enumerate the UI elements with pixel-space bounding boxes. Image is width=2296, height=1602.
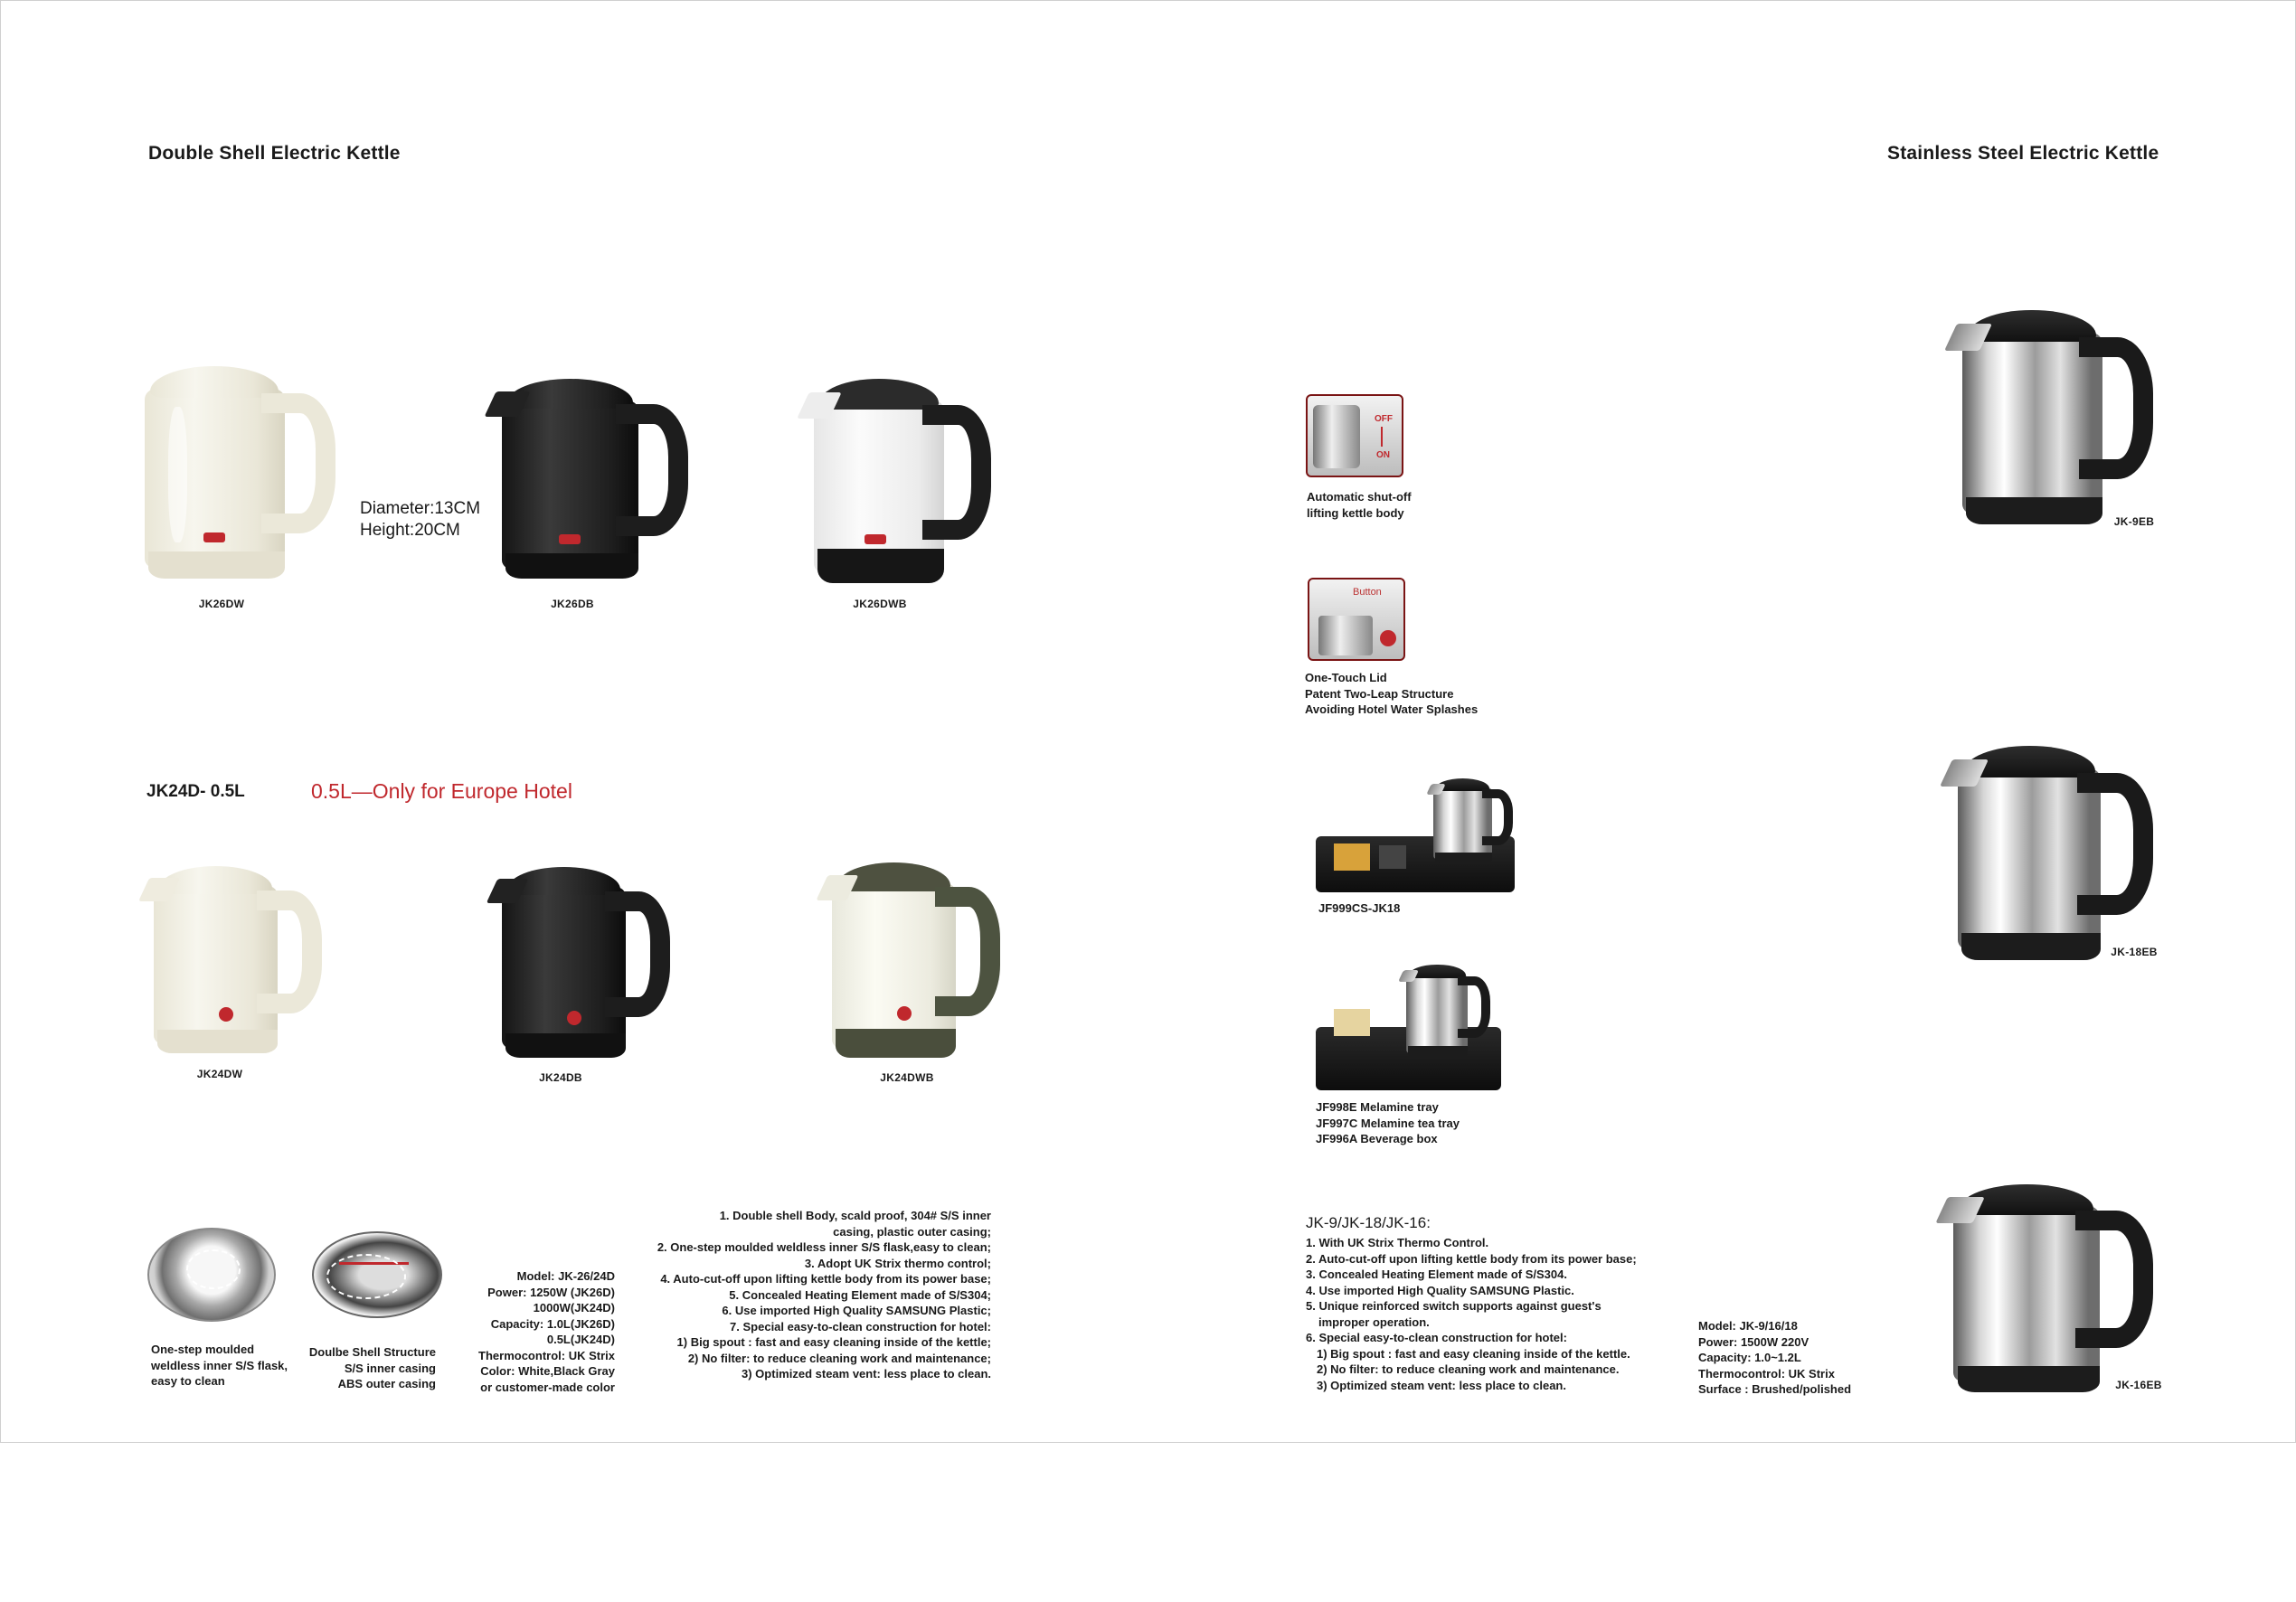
model-label-jk26dwb: JK26DWB: [853, 598, 907, 610]
model-label-jk24dw: JK24DW: [196, 1068, 243, 1080]
inner-flask-icon: [147, 1228, 276, 1322]
kettle-jk-16eb: [1953, 1171, 2157, 1392]
right-feature-list: 1. With UK Strix Thermo Control. 2. Auto-cut-off upon lifting kettle body from its power base; 3. Concealed Heating Element made of S/S304. 4. Use imported High Quality SAMSUNG Plastic. 5. Unique reinforced switch supports against guest's improper operation. 6. Special easy-to-clean construction for hotel: 1) Big spout : fast and easy cleaning inside of the kettle. 2) No filter: to reduce cleaning work and maintenance. 3) Optimized steam vent: less place to clean.: [1306, 1236, 1637, 1392]
kettle-jk-9eb: [1962, 297, 2157, 524]
section2-note: 0.5L—Only for Europe Hotel: [311, 779, 572, 803]
tray1-caption: JF999CS-JK18: [1318, 901, 1401, 915]
lid-caption: One-Touch Lid Patent Two-Leap Structure Avoiding Hotel Water Splashes: [1305, 671, 1479, 716]
section2-title: JK24D- 0.5L: [146, 782, 245, 801]
model-label-jk26dw: JK26DW: [198, 598, 245, 610]
kettle-jk24db: [502, 854, 674, 1058]
model-label-jk-9eb: JK-9EB: [2113, 515, 2155, 528]
shutoff-caption: Automatic shut-off lifting kettle body: [1307, 490, 1412, 520]
tray-set-jf998e: [1316, 958, 1506, 1094]
tray2-caption: JF998E Melamine tray JF997C Melamine tea tray JF996A Beverage box: [1316, 1100, 1460, 1145]
right-page-title: Stainless Steel Electric Kettle: [1887, 143, 2159, 164]
kettle-jk24dwb: [832, 850, 1004, 1058]
tray-set-jf999cs: [1316, 773, 1519, 900]
dimensions-text: [360, 498, 480, 542]
feature1-caption: One-step moulded weldless inner S/S flask, easy to clean: [151, 1343, 288, 1388]
series-title: JK-9/JK-18/JK-16:: [1306, 1214, 1431, 1231]
lid-feature-image: [1308, 578, 1405, 661]
kettle-jk26dw: [145, 353, 339, 579]
kettle-jk24dw: [154, 854, 326, 1053]
left-specs: Model: JK-26/24D Power: 1250W (JK26D) 1000W(JK24D) Capacity: 1.0L(JK26D) 0.5L(JK24D) Thermocontrol: UK Strix Color: White,Black Gray or customer-made color: [478, 1269, 615, 1394]
model-label-jk24dwb: JK24DWB: [880, 1071, 934, 1084]
left-page-title: Double Shell Electric Kettle: [148, 143, 401, 164]
off-label: OFF: [1375, 414, 1393, 424]
model-label-jk-16eb: JK-16EB: [2115, 1379, 2162, 1391]
on-label: ON: [1376, 450, 1390, 460]
model-label-jk24db: JK24DB: [539, 1071, 582, 1084]
left-feature-list: 1. Double shell Body, scald proof, 304# S/S inner casing, plastic outer casing; 2. One-step moulded weldless inner S/S flask,easy to clean; 3. Adopt UK Strix thermo control; 4. Auto-cut-off upon lifting kettle body from its power base; 5. Concealed Heating Element made of S/S304; 6. Use imported High Quality SAMSUNG Plastic; 7. Special easy-to-clean construction for hotel: 1) Big spout : fast and easy cleaning inside of the kettle; 2) No filter: to reduce cleaning work and maintenance; 3) Optimized steam vent: less place to clean.: [657, 1209, 991, 1381]
kettle-jk26db: [502, 366, 692, 579]
feature2-caption: Doulbe Shell Structure S/S inner casing ABS outer casing: [308, 1345, 436, 1390]
button-label: Button: [1353, 587, 1382, 598]
right-specs: Model: JK-9/16/18 Power: 1500W 220V Capacity: 1.0~1.2L Thermocontrol: UK Strix Surface : Brushed/polished: [1698, 1319, 1852, 1396]
model-label-jk-18eb: JK-18EB: [2111, 946, 2158, 958]
shutoff-feature-image: [1306, 394, 1403, 477]
model-label-jk26db: JK26DB: [551, 598, 594, 610]
kettle-jk26dwb: [814, 366, 995, 583]
diameter-label: Diameter:13CM: [360, 499, 481, 518]
kettle-jk-18eb: [1958, 732, 2157, 960]
height-label: Height:20CM: [360, 521, 460, 540]
